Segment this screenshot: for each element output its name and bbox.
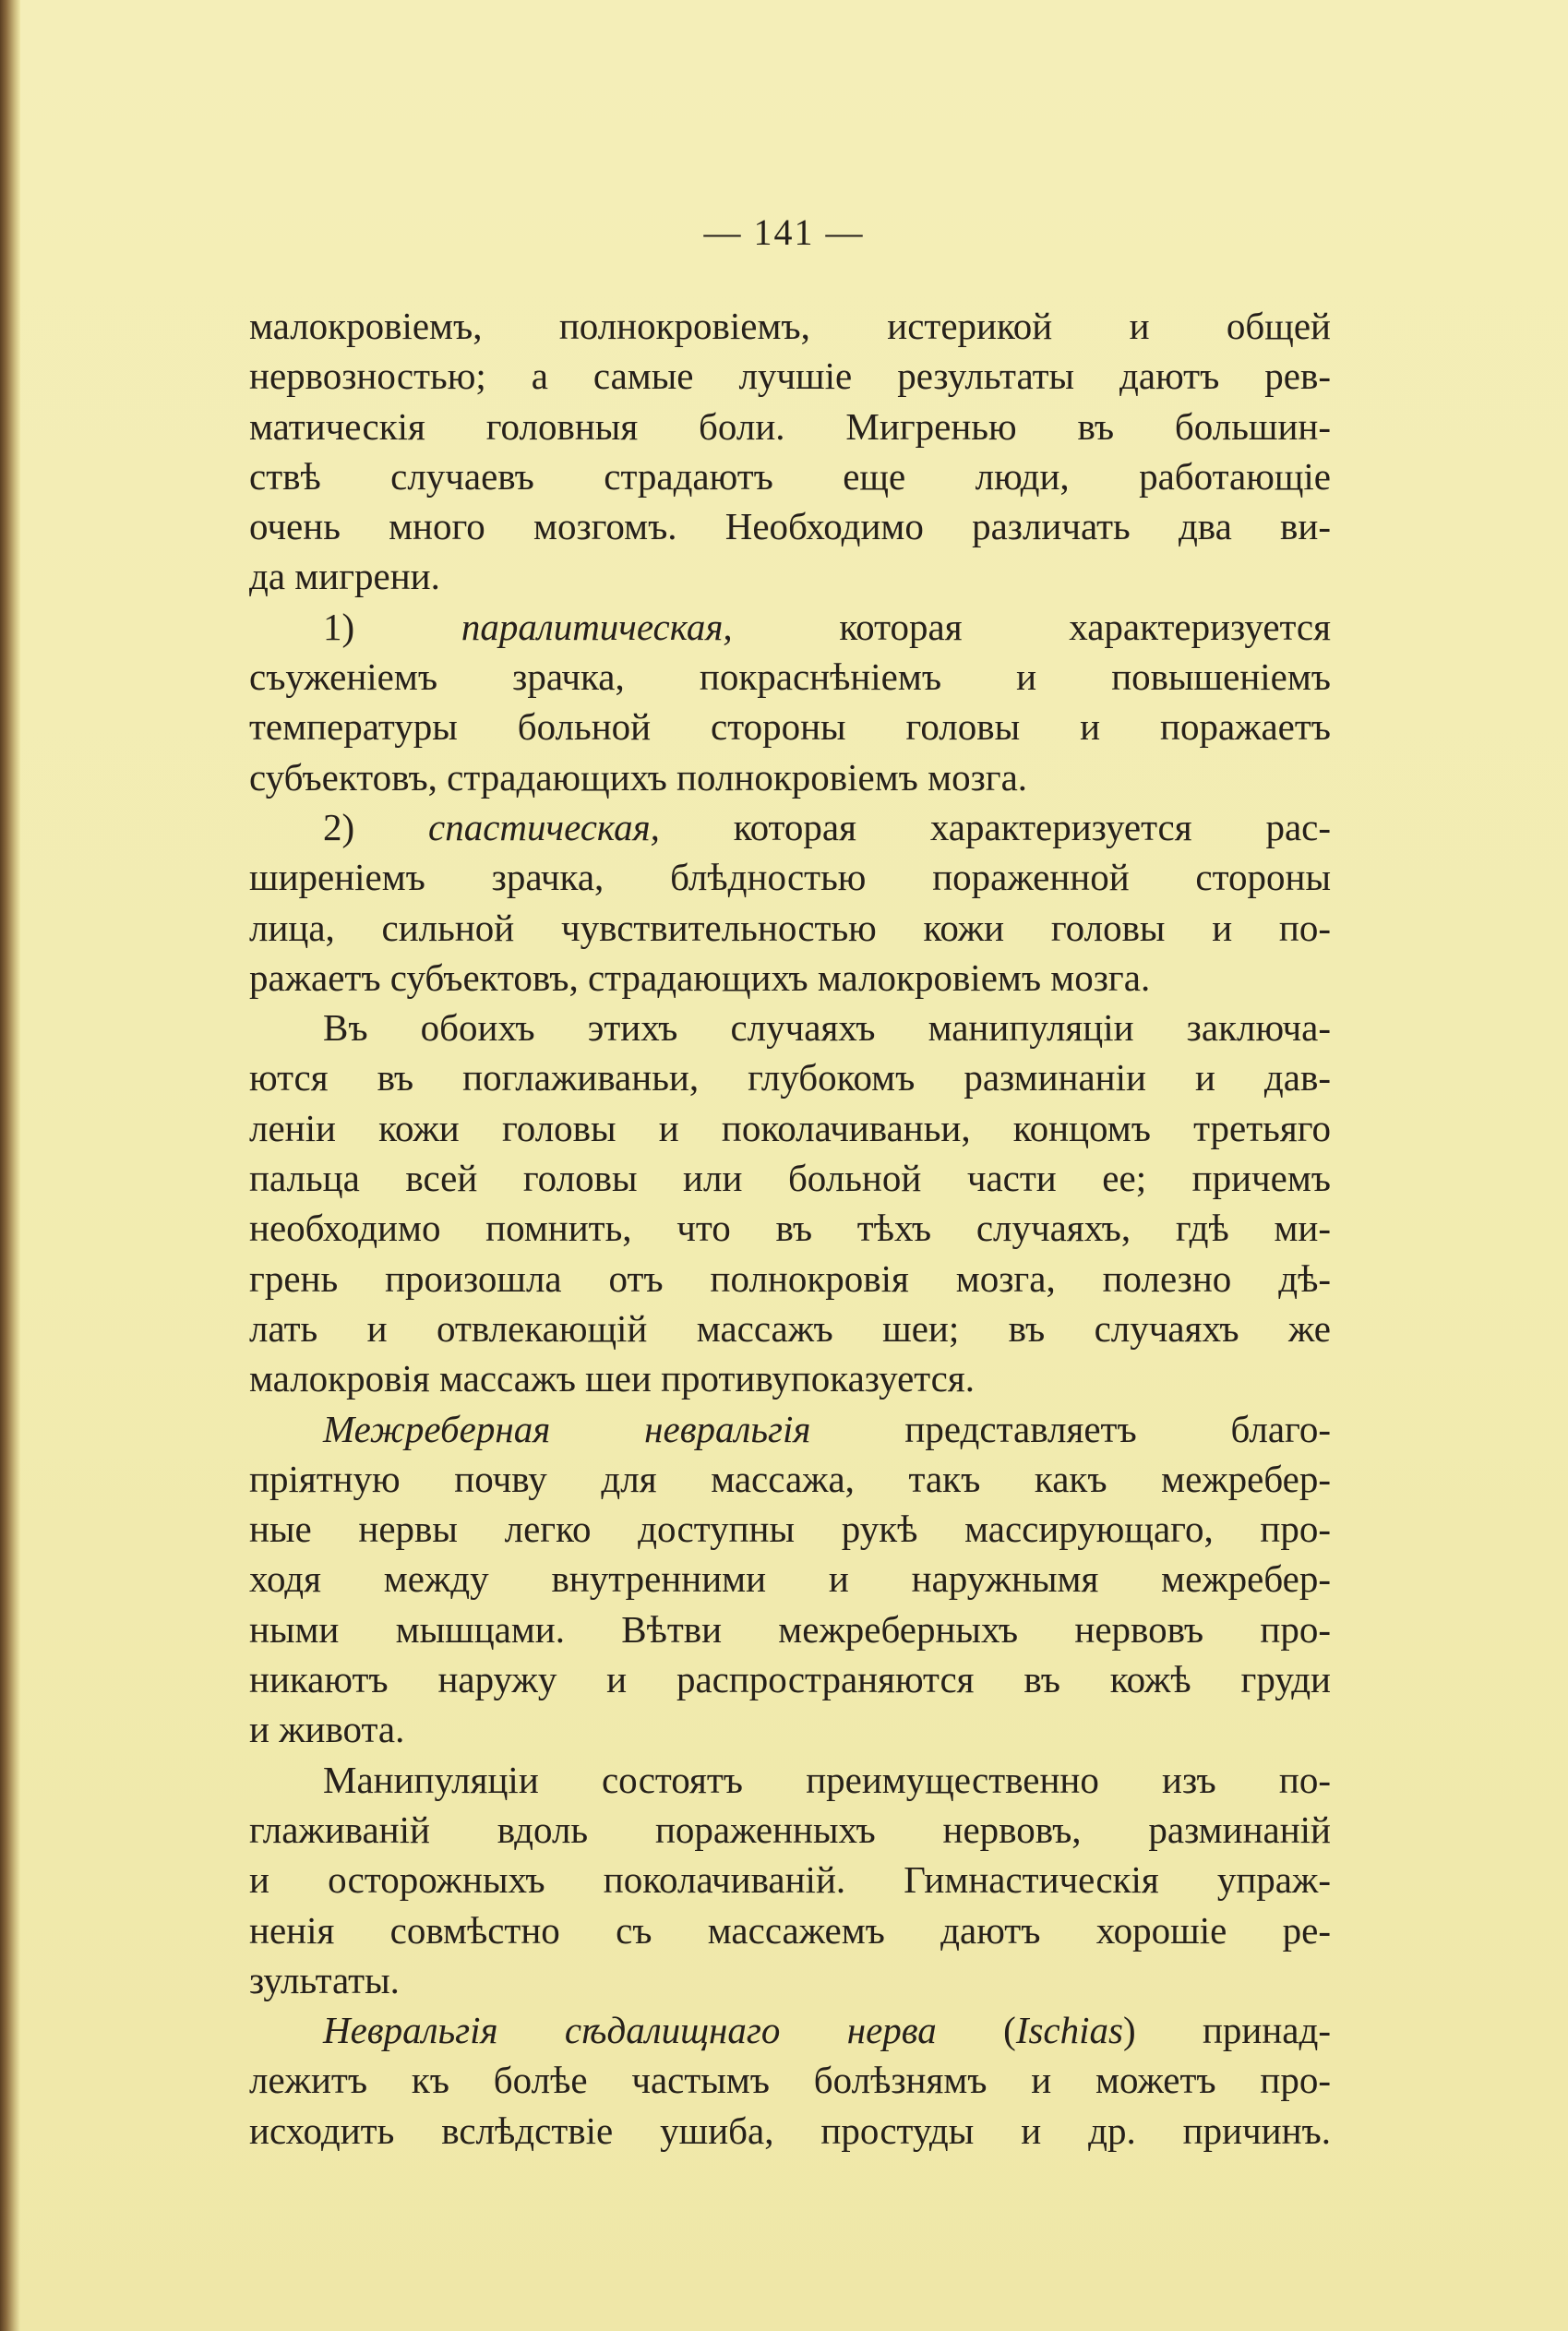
text-line: ходя между внутренними и наружнымя межребер-: [249, 1557, 1331, 1601]
text-line: необходимо помнить, что въ тѣхъ случаяхъ, гдѣ ми-: [249, 1207, 1331, 1250]
text-line: исходить вслѣдствіе ушиба, простуды и др. причинъ.: [249, 2109, 1331, 2152]
text-line: Манипуляціи состоятъ преимущественно изъ по-: [323, 1758, 1331, 1801]
term-intercostal-neuralgia: Межреберная невральгія: [323, 1407, 811, 1450]
term-spastic: спастическая,: [428, 805, 660, 848]
binding-edge: [0, 0, 20, 2331]
term-sciatic-neuralgia: Невральгія сѣдалищнаго нерва: [323, 2009, 937, 2052]
text-line: нервозностью; а самые лучшіе результаты даютъ рев-: [249, 354, 1331, 398]
text-line: лежитъ къ болѣе частымъ болѣзнямъ и можетъ про-: [249, 2059, 1331, 2102]
text-line: Въ обоихъ этихъ случаяхъ манипуляціи заключа-: [323, 1006, 1331, 1050]
text-line: ные нервы легко доступны рукѣ массирующаго, про-: [249, 1508, 1331, 1551]
text-line: леніи кожи головы и поколачиваньи, концомъ третьяго: [249, 1106, 1331, 1149]
text-line: никаютъ наружу и распространяются въ кожѣ груди: [249, 1658, 1331, 1701]
text-line-intercostal: Межреберная невральгія представляетъ благо-: [323, 1407, 1332, 1450]
text-line-item-2: 2) спастическая, которая характеризуется рас-: [323, 805, 1331, 848]
text-line: ствѣ случаевъ страдаютъ еще люди, работающіе: [249, 454, 1331, 498]
text-line: глаживаній вдоль пораженныхъ нервовъ, разминаній: [249, 1808, 1331, 1851]
text-line: матическія головныя боли. Мигренью въ большин-: [249, 404, 1331, 448]
text-line: ширеніемъ зрачка, блѣдностью пораженной стороны: [249, 856, 1331, 899]
text-line: да мигрени.: [249, 555, 440, 598]
text-line: пальца всей головы или больной части ее; причемъ: [249, 1157, 1331, 1200]
text-line-item-1: 1) паралитическая, которая характеризуется: [323, 605, 1331, 648]
text-line-sciatic: Невральгія сѣдалищнаго нерва (Ischias) принад-: [323, 2009, 1332, 2052]
text-line: температуры больной стороны головы и поражаетъ: [249, 705, 1331, 749]
term-paralytic: паралитическая,: [461, 605, 733, 648]
text-line: ными мышцами. Вѣтви межреберныхъ нервовъ про-: [249, 1607, 1331, 1651]
text-line: малокровія массажъ шеи противупоказуется.: [249, 1357, 975, 1400]
text-line: очень много мозгомъ. Необходимо различать два ви-: [249, 505, 1331, 548]
text-line: и осторожныхъ поколачиваній. Гимнастическія упраж-: [249, 1858, 1331, 1902]
text-line: ются въ поглаживаньи, глубокомъ разминаніи и дав-: [249, 1056, 1331, 1099]
text-line: грень произошла отъ полнокровія мозга, полезно дѣ-: [249, 1256, 1331, 1300]
text-line: ражаетъ субъектовъ, страдающихъ малокровіемъ мозга.: [249, 955, 1151, 999]
page-number: — 141 —: [703, 211, 865, 253]
text-line: и живота.: [249, 1708, 405, 1751]
text-line: малокровіемъ, полнокровіемъ, истерикой и общей: [249, 305, 1331, 347]
text-line: ненія совмѣстно съ массажемъ даютъ хорошіе ре-: [249, 1908, 1331, 1952]
term-ischias: Ischias: [1015, 2009, 1123, 2052]
text-line: субъектовъ, страдающихъ полнокровіемъ мозга.: [249, 755, 1028, 799]
body-text: [249, 301, 1331, 2156]
text-line: зультаты.: [249, 1958, 400, 2001]
text-line: пріятную почву для массажа, такъ какъ межребер-: [249, 1457, 1331, 1500]
text-line: лать и отвлекающій массажъ шеи; въ случаяхъ же: [249, 1306, 1331, 1350]
text-line: съуженіемъ зрачка, покраснѣніемъ и повышеніемъ: [249, 655, 1331, 699]
text-line: лица, сильной чувствительностью кожи головы и по-: [249, 906, 1331, 949]
